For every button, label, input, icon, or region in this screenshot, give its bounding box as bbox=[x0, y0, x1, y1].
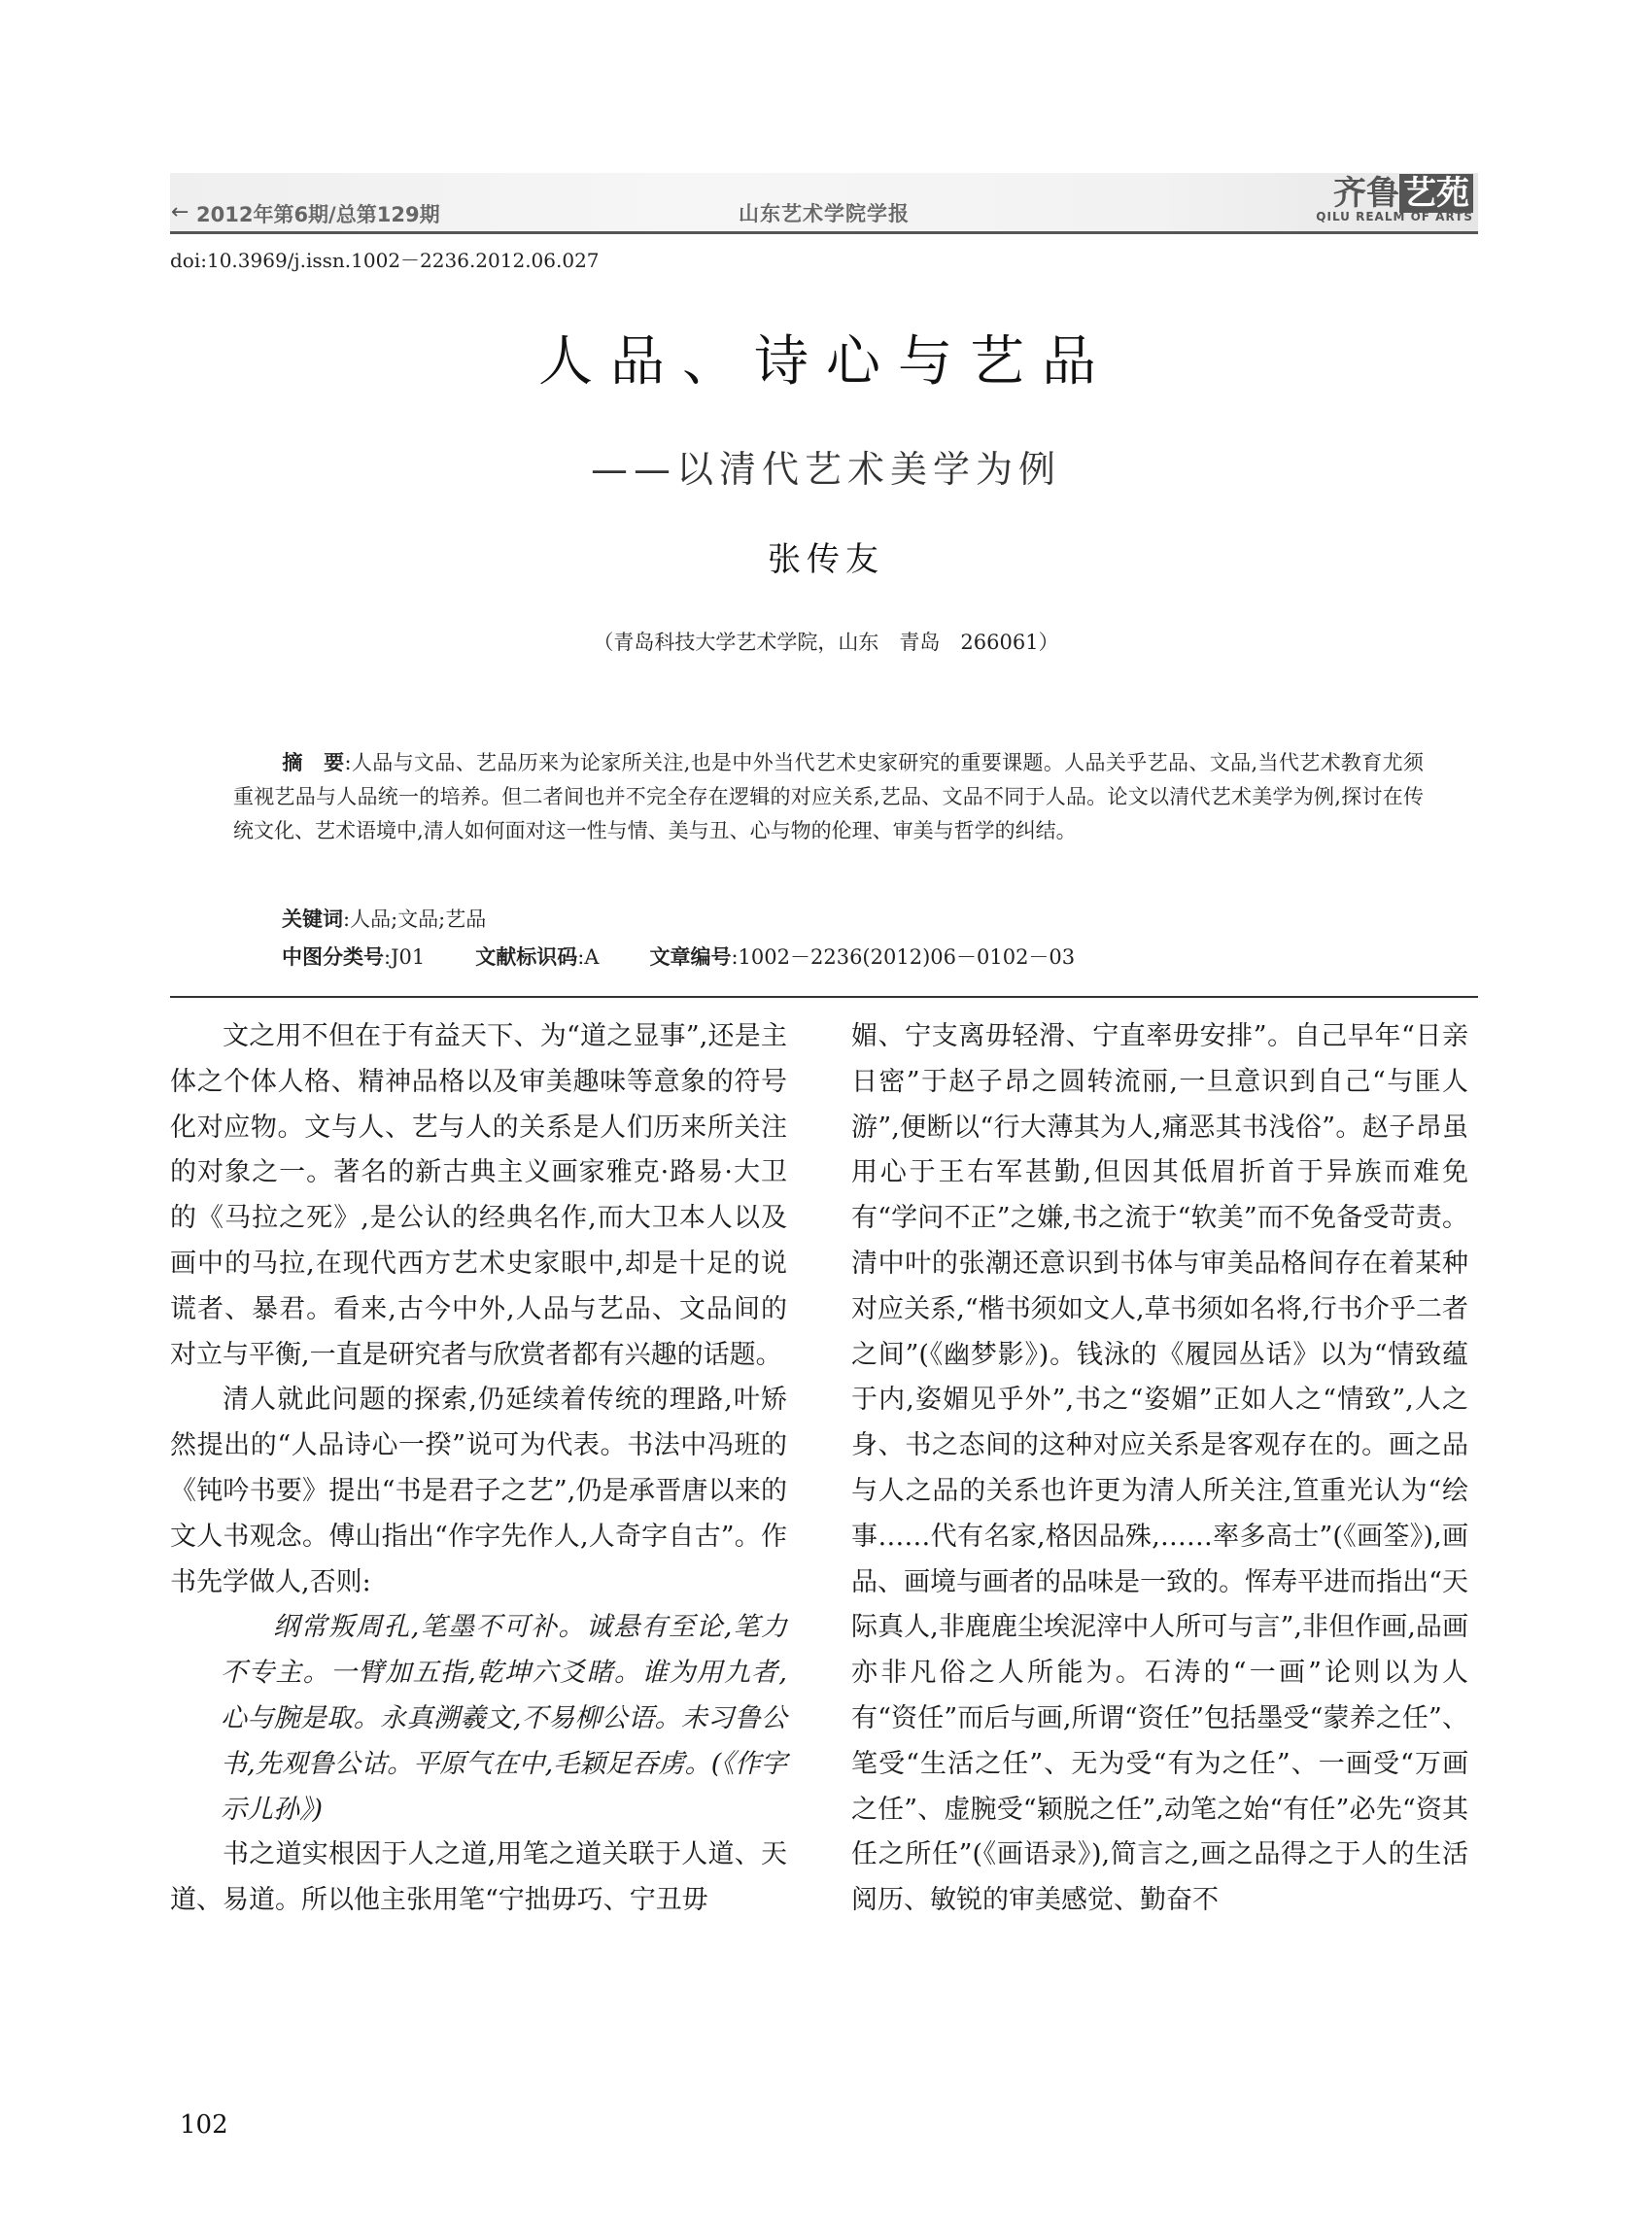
page-number: 102 bbox=[180, 2110, 228, 2140]
header-issue: 2012年第6期/总第129期 bbox=[196, 203, 440, 226]
header-arrow: ← bbox=[171, 200, 189, 224]
article-number-value: :1002－2236(2012)06－0102－03 bbox=[731, 945, 1076, 969]
clc-label: 中图分类号 bbox=[282, 945, 384, 969]
section-rule bbox=[170, 996, 1478, 998]
header-journal-name: 山东艺术学院学报 bbox=[739, 202, 910, 225]
doi-line: doi:10.3969/j.issn.1002－2236.2012.06.027 bbox=[170, 249, 600, 272]
article-subtitle: ——以清代艺术美学为例 bbox=[590, 448, 1061, 491]
doc-code-label: 文献标识码 bbox=[475, 945, 578, 969]
logo-english: QILU REALM OF ARTS bbox=[1316, 210, 1473, 223]
body-paragraph: 清人就此问题的探索,仍延续着传统的理路,叶矫然提出的“人品诗心一揆”说可为代表。书法中冯班的《钝吟书要》提出“书是君子之艺”,仍是承晋唐以来的文人书观念。傅山指出“作字先作人,人奇字自古”。作书先学做人,否则: bbox=[170, 1385, 787, 1597]
article-title: 人品、诗心与艺品 bbox=[538, 330, 1114, 394]
abstract-text: :人品与文品、艺品历来为论家所关注,也是中外当代艺术史家研究的重要课题。人品关乎艺品、文品,当代艺术教育尤须重视艺品与人品统一的培养。但二者间也并不完全存在逻辑的对应关系,艺品、文品不同于人品。论文以清代艺术美学为例,探讨在传统文化、艺术语境中,清人如何面对这一性与情、美与丑、心与物的伦理、审美与哲学的纠结。 bbox=[233, 751, 1425, 842]
keywords-label: 关键词 bbox=[282, 908, 343, 931]
keywords bbox=[282, 904, 486, 933]
block-quote: 纲常叛周孔,笔墨不可补。诚悬有至论,笔力不专主。一臂加五指,乾坤六爻睹。谁为用九者,心与腕是取。永真溯羲文,不易柳公语。未习鲁公书,先观鲁公诂。平原气在中,毛颖足吞虏。(《作字示儿孙》) bbox=[221, 1612, 787, 1825]
doc-code-value: :A bbox=[577, 945, 600, 969]
running-header-rule bbox=[170, 231, 1478, 234]
body-paragraph: 书之道实根因于人之道,用笔之道关联于人道、天道、易道。所以他主张用笔“宁拙毋巧、宁丑毋 bbox=[170, 1839, 787, 1916]
body-column-left bbox=[170, 1014, 787, 1924]
logo-text-b: 艺苑 bbox=[1399, 174, 1473, 213]
abstract bbox=[233, 746, 1424, 848]
journal-logo bbox=[1316, 173, 1473, 223]
body-column-right bbox=[851, 1014, 1468, 1924]
abstract-label: 摘 要 bbox=[282, 751, 345, 774]
keywords-text: :人品;文品;艺品 bbox=[343, 908, 487, 931]
body-paragraph: 媚、宁支离毋轻滑、宁直率毋安排”。自己早年“日亲日密”于赵子昂之圆转流丽,一旦意识到自己“与匪人游”,便断以“行大薄其为人,痛恶其书浅俗”。赵子昂虽用心于王右军甚勤,但因其低眉折首于异族而难免有“学问不正”之嫌,书之流于“软美”而不免备受苛责。清中叶的张潮还意识到书体与审美品格间存在着某种对应关系,“楷书须如文人,草书须如名将,行书介乎二者之间”(《幽梦影》)。钱泳的《履园丛话》以为“情致蕴于内,姿媚见乎外”,书之“姿媚”正如人之“情致”,人之身、书之态间的这种对应关系是客观存在的。画之品与人之品的关系也许更为清人所关注,笪重光认为“绘事……代有名家,格因品殊,……率多高士”(《画筌》),画品、画境与画者的品味是一致的。恽寿平进而指出“天际真人,非鹿鹿尘埃泥滓中人所可与言”,非但作画,品画亦非凡俗之人所能为。石涛的“一画”论则以为人有“资任”而后与画,所谓“资任”包括墨受“蒙养之任”、笔受“生活之任”、无为受“有为之任”、一画受“万画之任”、虚腕受“颖脱之任”,动笔之始“有任”必先“资其任之所任”(《画语录》),简言之,画之品得之于人的生活阅历、敏锐的审美感觉、勤奋不 bbox=[851, 1021, 1468, 1916]
author-name: 张传友 bbox=[768, 540, 884, 579]
logo-text-a: 齐鲁 bbox=[1333, 174, 1399, 213]
author-affiliation: （青岛科技大学艺术学院，山东 青岛 266061） bbox=[593, 631, 1059, 654]
article-number-label: 文章编号 bbox=[649, 945, 732, 969]
classification-line bbox=[282, 942, 1075, 971]
body-paragraph: 文之用不但在于有益天下、为“道之显事”,还是主体之个体人格、精神品格以及审美趣味等意象的符号化对应物。文与人、艺与人的关系是人们历来所关注的对象之一。著名的新古典主义画家雅克·路易·大卫的《马拉之死》,是公认的经典名作,而大卫本人以及画中的马拉,在现代西方艺术史家眼中,却是十足的说谎者、暴君。看来,古今中外,人品与艺品、文品间的对立与平衡,一直是研究者与欣赏者都有兴趣的话题。 bbox=[170, 1021, 787, 1370]
clc-value: :J01 bbox=[384, 945, 426, 969]
